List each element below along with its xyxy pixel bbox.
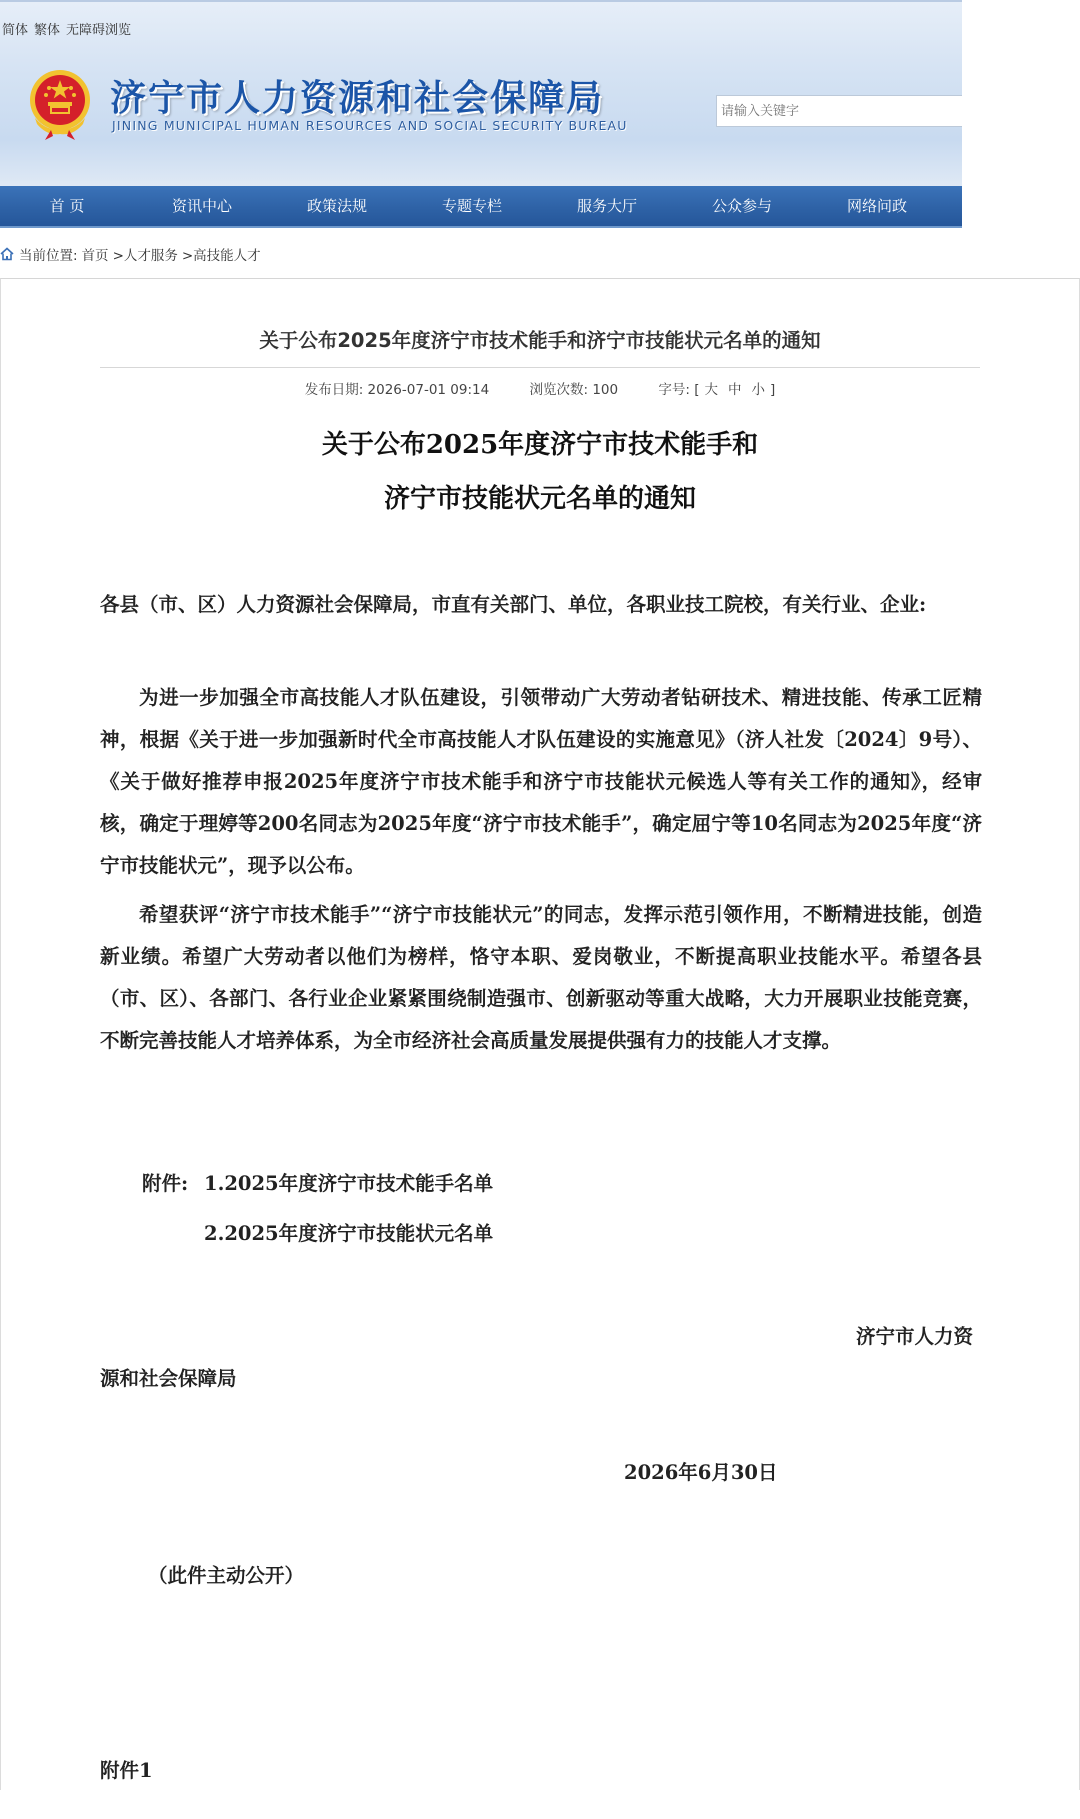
breadcrumb-label: 当前位置: <box>19 248 78 264</box>
view-count: 浏览次数: 100 <box>529 382 619 398</box>
site-header <box>0 0 962 186</box>
title-divider <box>100 367 980 368</box>
breadcrumb-high-skill-talent[interactable]: >高技能人才 <box>181 248 261 264</box>
breadcrumb-home[interactable]: 首页 <box>81 248 109 264</box>
breadcrumb-talent-service[interactable]: >人才服务 <box>112 248 178 264</box>
attachment-item-1[interactable]: 1.2025年度济宁市技术能手名单 <box>204 1172 494 1195</box>
site-subtitle: JINING MUNICIPAL HUMAN RESOURCES AND SOCIAL SECURITY BUREAU <box>112 118 628 133</box>
accessibility-link[interactable]: 无障碍浏览 <box>66 23 132 38</box>
attachment-label: 附件: <box>142 1172 189 1195</box>
document-title-line2: 济宁市技能状元名单的通知 <box>383 484 696 514</box>
nav-item-online-inquiry[interactable]: 网络问政 <box>846 197 907 215</box>
font-size-control <box>658 382 775 398</box>
home-icon <box>0 247 14 261</box>
national-emblem-icon[interactable] <box>27 66 93 140</box>
body-paragraph-1: 为进一步加强全市高技能人才队伍建设，引领带动广大劳动者钻研技术、精进技能、传承工匠精神，根据《关于进一步加强新时代全市高技能人才队伍建设的实施意见》（济人社发〔2024〕9号）、《关于做好推荐申报2025年度济宁市技术能手和济宁市技能状元候选人等有关工作的通知》，经审核，确定于理婷等200名同志为2025年度“济宁市技术能手”，确定屈宁等10名同志为2025年度“济宁市技能状元”，现予以公布。 <box>100 686 982 877</box>
nav-item-service-hall[interactable]: 服务大厅 <box>576 197 637 215</box>
site-title: 济宁市人力资源和社会保障局 <box>110 78 605 119</box>
search-input[interactable] <box>716 95 962 127</box>
simplified-chinese-link[interactable]: 简体 <box>2 23 29 38</box>
public-disclosure-note: （此件主动公开） <box>148 1564 305 1587</box>
publish-date: 发布日期: 2026-07-01 09:14 <box>304 382 490 398</box>
nav-item-public-participation[interactable]: 公众参与 <box>711 197 772 215</box>
font-size-small[interactable]: 小 <box>751 382 766 398</box>
nav-item-home[interactable]: 首 页 <box>49 197 85 215</box>
top-links <box>2 19 137 38</box>
annex-heading: 附件1 <box>100 1759 153 1782</box>
font-size-close: ] <box>770 382 776 398</box>
document-date: 2026年6月30日 <box>624 1461 778 1484</box>
breadcrumb <box>0 244 265 264</box>
main-nav <box>0 186 962 228</box>
body-paragraph-2: 希望获评“济宁市技术能手”“济宁市技能状元”的同志，发挥示范引领作用，不断精进技能，创造新业绩。希望广大劳动者以他们为榜样，恪守本职、爱岗敬业，不断提高职业技能水平。希望各县（市、区）、各部门、各行业企业紧紧围绕制造强市、创新驱动等重大战略，大力开展职业技能竞赛，不断完善技能人才培养体系，为全市经济社会高质量发展提供强有力的技能人才支撑。 <box>100 903 982 1052</box>
salutation: 各县（市、区）人力资源社会保障局，市直有关部门、单位，各职业技工院校，有关行业、企业: <box>100 593 927 616</box>
traditional-chinese-link[interactable]: 繁体 <box>34 23 61 38</box>
nav-item-policy[interactable]: 政策法规 <box>306 197 367 215</box>
font-size-medium[interactable]: 中 <box>728 382 742 398</box>
attachment-item-2[interactable]: 2.2025年度济宁市技能状元名单 <box>204 1222 494 1245</box>
nav-item-news[interactable]: 资讯中心 <box>171 197 232 215</box>
article-header-title: 关于公布2025年度济宁市技术能手和济宁市技能状元名单的通知 <box>259 329 821 352</box>
font-size-large[interactable]: 大 <box>704 382 719 398</box>
article-meta <box>100 378 980 398</box>
signature-line-2: 源和社会保障局 <box>100 1367 237 1390</box>
document-title-line1: 关于公布2025年度济宁市技术能手和 <box>321 430 759 460</box>
nav-item-topics[interactable]: 专题专栏 <box>441 197 502 215</box>
font-size-label: 字号: [ <box>658 382 700 398</box>
signature-line-1: 济宁市人力资 <box>855 1325 973 1348</box>
